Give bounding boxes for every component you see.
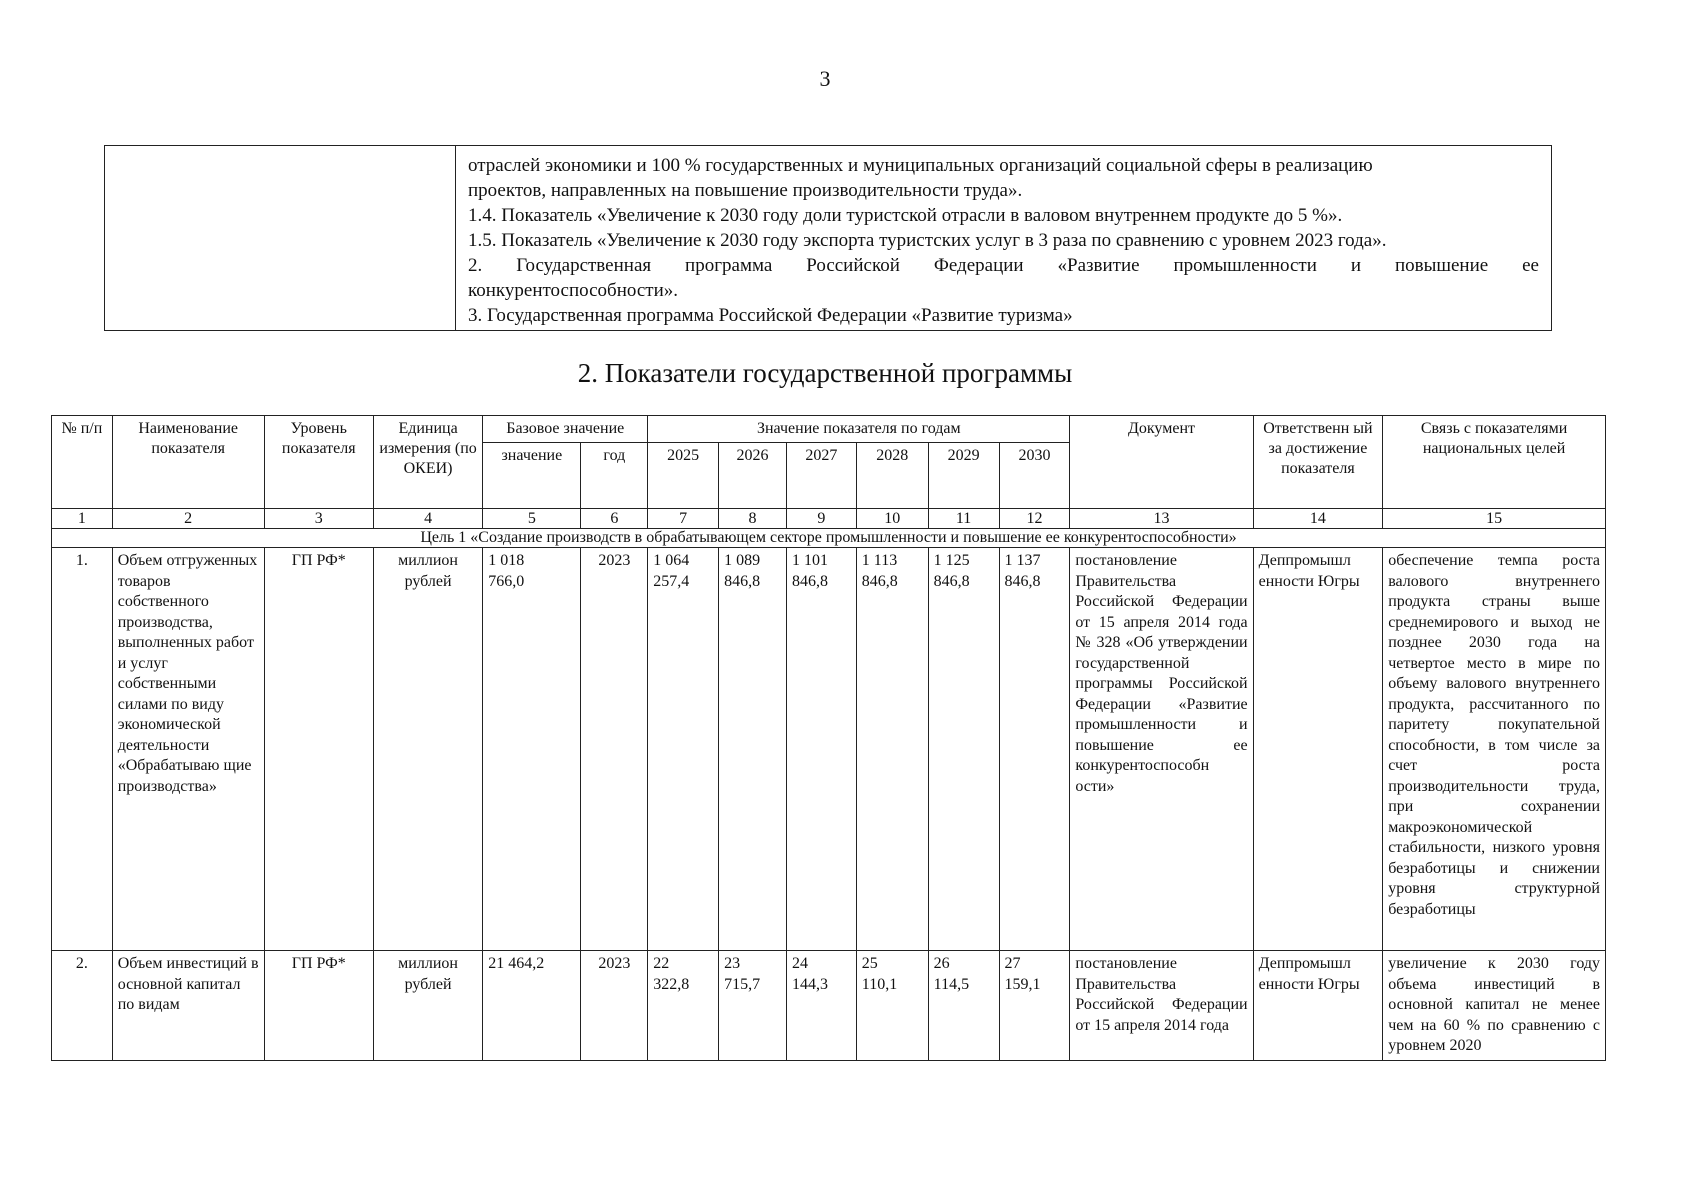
table-row	[52, 548, 1606, 951]
column-number: 3	[264, 509, 373, 529]
header-base: Базовое значение	[483, 416, 648, 443]
column-number: 15	[1383, 509, 1606, 529]
row-link: обеспечение темпа роста валового внутреннего продукта страны выше среднемирового и выход не позднее 2030 года на четвертое место в мире по объему валового внутреннего продукта, рассчитанного по паритету покупательной способности, в том числе за счет роста производительности труда, при сохранении макроэкономической стабильности, низкого уровня безработицы и снижении уровня структурной безработицы	[1383, 548, 1606, 951]
header-document: Документ	[1070, 416, 1253, 509]
column-number: 10	[856, 509, 928, 529]
row-base-year: 2023	[581, 951, 648, 1061]
column-number: 11	[928, 509, 999, 529]
table-row	[52, 951, 1606, 1061]
continuation-line: 3. Государственная программа Российской Федерации «Развитие туризма»	[468, 305, 1073, 326]
column-number: 2	[112, 509, 264, 529]
column-numbers-row	[52, 509, 1606, 529]
continuation-line: конкурентоспособности».	[468, 280, 678, 301]
continuation-line: отраслей экономики и 100 % государственных и муниципальных организаций социальной сферы в реализацию	[468, 155, 1373, 176]
header-year-2025: 2025	[648, 443, 719, 509]
header-base-year: год	[581, 443, 648, 509]
row-value-2027: 24 144,3	[786, 951, 856, 1061]
goal-title: Цель 1 «Создание производств в обрабатывающем секторе промышленности и повышение ее конкурентоспособности»	[52, 529, 1606, 548]
header-base-value: значение	[483, 443, 581, 509]
header-year-2029: 2029	[928, 443, 999, 509]
header-year-2027: 2027	[786, 443, 856, 509]
row-value-2026: 1 089 846,8	[719, 548, 787, 951]
header-year-2028: 2028	[856, 443, 928, 509]
header-level: Уровень показателя	[264, 416, 373, 509]
header-link: Связь с показателями национальных целей	[1383, 416, 1606, 509]
row-base-value: 21 464,2	[483, 951, 581, 1061]
row-value-2030: 27 159,1	[999, 951, 1070, 1061]
row-value-2025: 1 064 257,4	[648, 548, 719, 951]
row-value-2028: 1 113 846,8	[856, 548, 928, 951]
row-base-year: 2023	[581, 548, 648, 951]
column-number: 13	[1070, 509, 1253, 529]
row-base-value: 1 018 766,0	[483, 548, 581, 951]
column-number: 1	[52, 509, 113, 529]
row-value-2026: 23 715,7	[719, 951, 787, 1061]
continuation-table	[104, 145, 1552, 331]
row-num: 1.	[52, 548, 113, 951]
row-responsible: Деппромышл енности Югры	[1253, 548, 1383, 951]
row-document: постановление Правительства Российской Федерации от 15 апреля 2014 года	[1070, 951, 1253, 1061]
column-number: 5	[483, 509, 581, 529]
column-number: 14	[1253, 509, 1383, 529]
header-name: Наименование показателя	[112, 416, 264, 509]
column-number: 9	[786, 509, 856, 529]
column-number: 6	[581, 509, 648, 529]
column-number: 8	[719, 509, 787, 529]
header-responsible: Ответственн ый за достижение показателя	[1253, 416, 1383, 509]
row-unit: миллион рублей	[373, 951, 482, 1061]
column-number: 4	[373, 509, 482, 529]
continuation-text-cell	[456, 146, 1551, 330]
continuation-line: 2. Государственная программа Российской Федерации «Развитие промышленности и повышение ее	[468, 255, 1539, 276]
row-responsible: Деппромышл енности Югры	[1253, 951, 1383, 1061]
indicators-table	[51, 415, 1606, 1061]
continuation-line: проектов, направленных на повышение производительности труда».	[468, 180, 1023, 201]
row-level: ГП РФ*	[264, 951, 373, 1061]
row-value-2029: 1 125 846,8	[928, 548, 999, 951]
header-years-group: Значение показателя по годам	[648, 416, 1070, 443]
row-unit: миллион рублей	[373, 548, 482, 951]
section-title: 2. Показатели государственной программы	[577, 358, 1073, 388]
continuation-empty-cell	[105, 146, 456, 330]
row-value-2027: 1 101 846,8	[786, 548, 856, 951]
row-value-2028: 25 110,1	[856, 951, 928, 1061]
goal-row	[52, 529, 1606, 548]
row-link: увеличение к 2030 году объема инвестиций в основной капитал не менее чем на 60 % по сравнению с уровнем 2020	[1383, 951, 1606, 1061]
header-year-2026: 2026	[719, 443, 787, 509]
column-number: 7	[648, 509, 719, 529]
header-unit: Единица измерения (по ОКЕИ)	[373, 416, 482, 509]
row-level: ГП РФ*	[264, 548, 373, 951]
row-value-2029: 26 114,5	[928, 951, 999, 1061]
row-name: Объем отгруженных товаров собственного производства, выполненных работ и услуг собственными силами по виду экономической деятельности «Обрабатываю щие производства»	[112, 548, 264, 951]
continuation-line: 1.5. Показатель «Увеличение к 2030 году экспорта туристских услуг в 3 раза по сравнению с уровнем 2023 года».	[468, 230, 1387, 251]
continuation-line: 1.4. Показатель «Увеличение к 2030 году доли туристской отрасли в валовом внутреннем продукте до 5 %».	[468, 205, 1343, 226]
row-name: Объем инвестиций в основной капитал по видам	[112, 951, 264, 1061]
row-value-2025: 22 322,8	[648, 951, 719, 1061]
header-num: № п/п	[52, 416, 113, 509]
row-document: постановление Правительства Российской Федерации от 15 апреля 2014 года № 328 «Об утверждении государственной программы Российской Федерации «Развитие промышленности и повышение ее конкурентоспособн ости»	[1070, 548, 1253, 951]
row-num: 2.	[52, 951, 113, 1061]
page-number: 3	[819, 66, 831, 91]
header-year-2030: 2030	[999, 443, 1070, 509]
row-value-2030: 1 137 846,8	[999, 548, 1070, 951]
column-number: 12	[999, 509, 1070, 529]
